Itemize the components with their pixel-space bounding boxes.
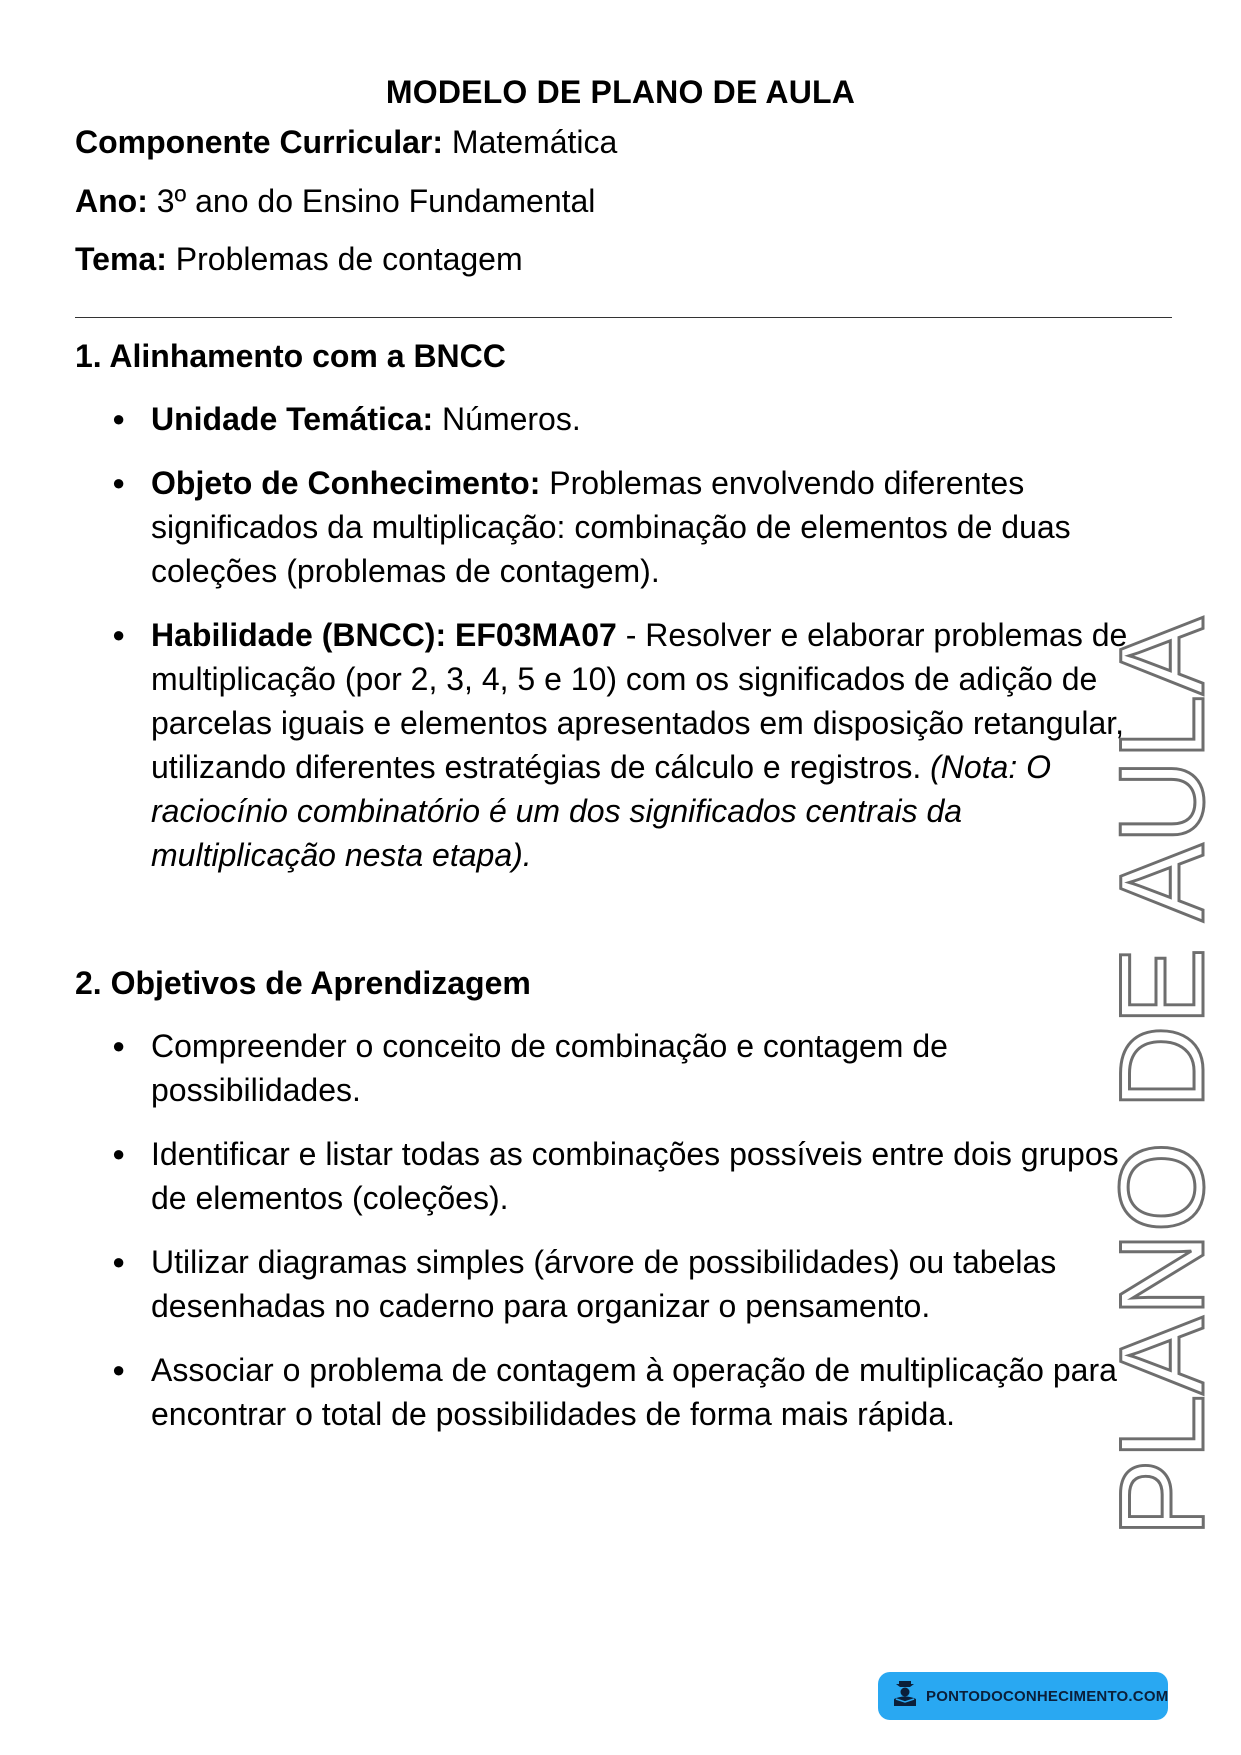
objetivos-list <box>75 1024 1155 1456</box>
reading-person-icon <box>890 1679 920 1714</box>
item-text: Problemas envolvendo diferentes significados da multiplicação: combinação de elementos de duas coleções (problemas de contagem). <box>151 465 1071 589</box>
meta-componente-curricular <box>75 124 617 161</box>
bullet-icon: ● <box>112 406 126 431</box>
list-item <box>75 1132 1155 1220</box>
meta-value: Matemática <box>451 124 618 160</box>
list-item <box>75 613 1155 877</box>
item-text: Associar o problema de contagem à operação de multiplicação para encontrar o total de possibilidades de forma mais rápida. <box>151 1352 1117 1432</box>
list-item <box>75 461 1155 593</box>
bullet-icon: ● <box>112 470 126 495</box>
list-item <box>75 397 1155 441</box>
header-divider <box>75 317 1172 318</box>
bullet-icon: ● <box>112 622 126 647</box>
section-heading-bncc: 1. Alinhamento com a BNCC <box>75 338 506 374</box>
list-item <box>75 1240 1155 1328</box>
bullet-icon: ● <box>112 1141 126 1166</box>
item-text: Compreender o conceito de combinação e contagem de possibilidades. <box>151 1028 948 1108</box>
list-item <box>75 1348 1155 1436</box>
section-heading-objetivos: 2. Objetivos de Aprendizagem <box>75 965 531 1001</box>
watermark <box>1095 589 1229 1542</box>
meta-ano <box>75 183 595 220</box>
meta-label: Tema: <box>75 241 167 277</box>
meta-value: 3º ano do Ensino Fundamental <box>156 183 596 219</box>
meta-tema <box>75 241 523 278</box>
meta-label: Componente Curricular: <box>75 124 444 160</box>
list-item <box>75 1024 1155 1112</box>
item-text: Números. <box>442 401 581 437</box>
meta-value: Problemas de contagem <box>175 241 523 277</box>
item-label: Unidade Temática: <box>151 401 434 437</box>
footer-badge-text: PONTODOCONHECIMENTO.COM <box>926 1687 1169 1705</box>
item-text: Utilizar diagramas simples (árvore de possibilidades) ou tabelas desenhadas no caderno para organizar o pensamento. <box>151 1244 1057 1324</box>
item-note: (Nota: O raciocínio combinatório é um dos significados centrais da multiplicação nesta etapa). <box>151 749 1052 873</box>
item-text: - Resolver e elaborar problemas de multiplicação (por 2, 3, 4, 5 e 10) com os significados de adição de parcelas iguais e elementos apresentados em disposição retangular, utilizando diferentes estratégias de cálculo e registros. <box>151 617 1128 785</box>
page-title: MODELO DE PLANO DE AULA <box>385 74 856 110</box>
item-label: Objeto de Conhecimento: <box>151 465 541 501</box>
footer-badge[interactable] <box>878 1672 1168 1720</box>
meta-label: Ano: <box>75 183 148 219</box>
item-text: Identificar e listar todas as combinações possíveis entre dois grupos de elementos (coleções). <box>151 1136 1119 1216</box>
watermark-text: PLANO DE AULA <box>1095 589 1229 1537</box>
bullet-icon: ● <box>112 1033 126 1058</box>
bullet-icon: ● <box>112 1249 126 1274</box>
bullet-icon: ● <box>112 1357 126 1382</box>
bncc-list <box>75 397 1155 897</box>
item-label: Habilidade (BNCC): EF03MA07 <box>151 617 617 653</box>
